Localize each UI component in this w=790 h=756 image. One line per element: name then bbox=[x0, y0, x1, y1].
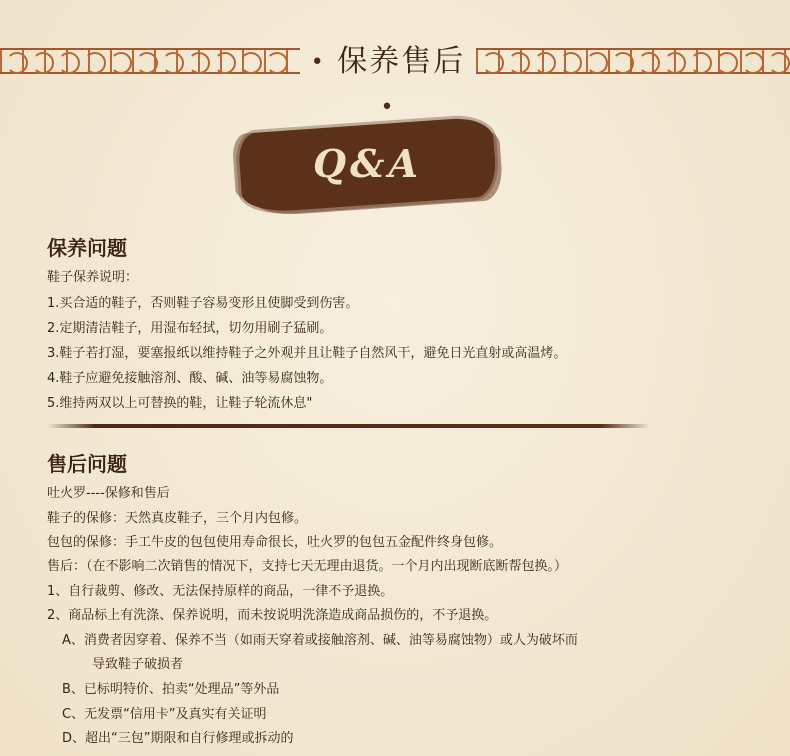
swirl-ornament bbox=[690, 52, 712, 74]
aftersale-sub-item: C、无发票“信用卡”及真实有关证明 bbox=[62, 707, 267, 722]
swirl-ornament bbox=[110, 52, 132, 74]
aftersale-sub-item: B、已标明特价、拍卖“处理品”等外品 bbox=[62, 682, 280, 697]
swirl-ornament bbox=[162, 52, 184, 74]
aftersale-line: 鞋子的保修：天然真皮鞋子，三个月内包修。 bbox=[47, 511, 308, 526]
aftersale-line: 包包的保修：手工牛皮的包包使用寿命很长，吐火罗的包包五金配件终身包修。 bbox=[47, 535, 503, 550]
swirl-ornament bbox=[664, 52, 686, 74]
swirl-ornament bbox=[508, 52, 530, 74]
banner-title bbox=[300, 40, 476, 120]
aftersale-line: 2、商品标上有洗涤、保养说明，而未按说明洗涤造成商品损伤的，不予退换。 bbox=[47, 608, 498, 623]
swirl-ornament bbox=[482, 52, 504, 74]
aftersale-sub-item: A、消费者因穿着、保养不当（如雨天穿着或接触溶剂、碱、油等易腐蚀物）或人为破坏而 bbox=[62, 633, 578, 648]
banner-dot-left: • bbox=[310, 50, 326, 75]
care-heading: 保养问题 bbox=[47, 236, 127, 260]
swirl-ornament bbox=[534, 52, 556, 74]
section-divider bbox=[47, 424, 650, 428]
swirl-ornament bbox=[6, 52, 28, 74]
care-item: 3.鞋子若打湿，要塞报纸以维持鞋子之外观并且让鞋子自然风干，避免日光直射或高温烤。 bbox=[47, 346, 567, 361]
aftersale-sub-item: 导致鞋子破损者 bbox=[92, 657, 184, 672]
swirl-ornament bbox=[32, 52, 54, 74]
swirl-ornament bbox=[188, 52, 210, 74]
swirl-ornament bbox=[742, 52, 764, 74]
swirl-ornament bbox=[768, 52, 790, 74]
banner-dot-right: • bbox=[380, 95, 396, 120]
banner-title-text: 保养售后 bbox=[337, 44, 466, 79]
aftersale-heading: 售后问题 bbox=[47, 452, 127, 476]
ornament-line bbox=[0, 48, 300, 50]
swirl-ornament bbox=[638, 52, 660, 74]
aftersale-line: 1、自行裁剪、修改、无法保持原样的商品，一律不予退换。 bbox=[47, 584, 394, 599]
section-banner bbox=[0, 40, 790, 120]
aftersale-sub-item: D、超出“三包”期限和自行修理或拆动的 bbox=[62, 731, 294, 746]
swirl-ornament bbox=[560, 52, 582, 74]
care-item: 2.定期清洁鞋子，用湿布轻拭，切勿用刷子猛刷。 bbox=[47, 321, 333, 336]
swirl-ornament bbox=[84, 52, 106, 74]
swirl-ornament bbox=[586, 52, 608, 74]
swirl-ornament bbox=[716, 52, 738, 74]
swirl-ornament bbox=[266, 52, 288, 74]
care-item: 4.鞋子应避免接触溶剂、酸、碱、油等易腐蚀物。 bbox=[47, 371, 333, 386]
care-item: 1.买合适的鞋子，否则鞋子容易变形且使脚受到伤害。 bbox=[47, 296, 359, 311]
aftersale-line: 吐火罗----保修和售后 bbox=[47, 486, 170, 501]
ornament-band-left bbox=[0, 48, 300, 74]
swirl-ornament bbox=[136, 52, 158, 74]
swirl-ornament bbox=[58, 52, 80, 74]
swirl-ornament bbox=[612, 52, 634, 74]
ornament-line bbox=[476, 48, 790, 50]
qa-badge: Q&A bbox=[313, 141, 422, 186]
ornament-band-right bbox=[476, 48, 790, 74]
care-intro: 鞋子保养说明： bbox=[47, 270, 139, 285]
swirl-ornament bbox=[240, 52, 262, 74]
care-item: 5.维持两双以上可替换的鞋，让鞋子轮流休息" bbox=[47, 396, 313, 411]
aftersale-line: 售后：（在不影响二次销售的情况下，支持七天无理由退货。一个月内出现断底断帮包换。） bbox=[47, 559, 568, 574]
swirl-ornament bbox=[214, 52, 236, 74]
